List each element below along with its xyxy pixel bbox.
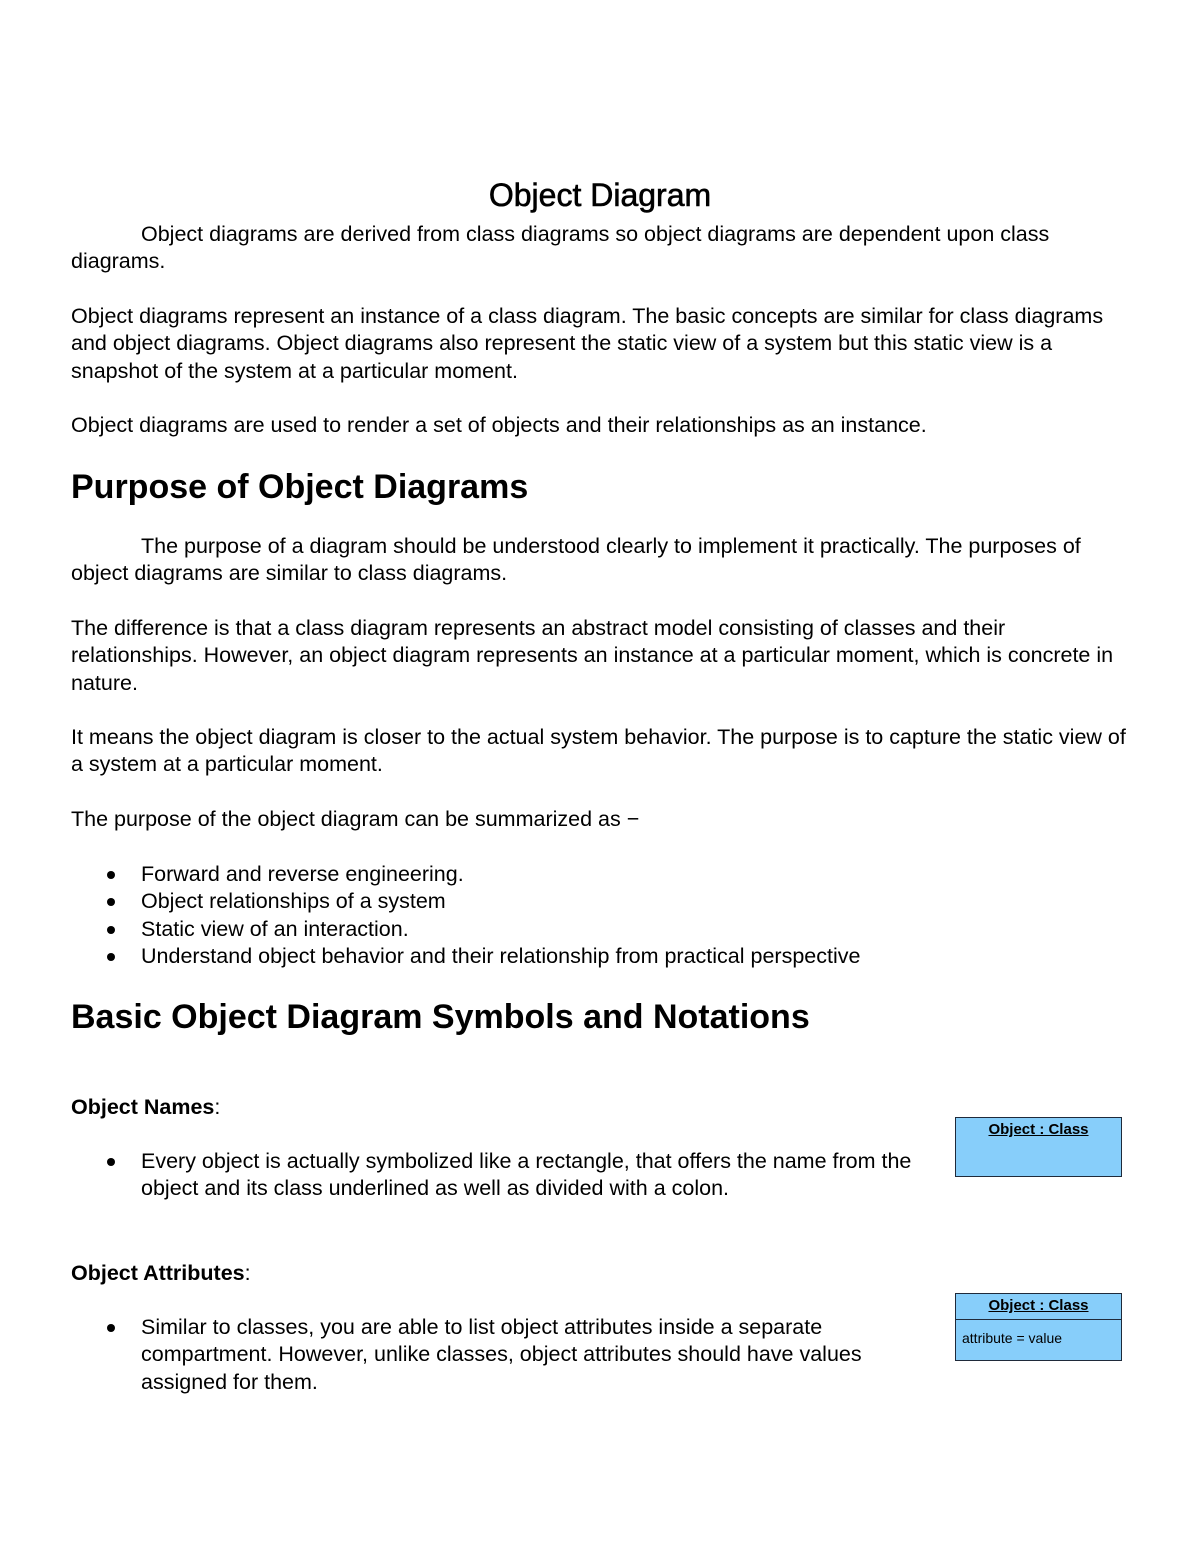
purpose-bullet-list — [71, 861, 1131, 970]
object-names-label — [71, 1094, 220, 1121]
object-attributes-label-suffix: : — [244, 1261, 251, 1285]
object-class-name: Object : Class — [988, 1121, 1089, 1138]
object-names-label-text: Object Names — [71, 1095, 215, 1119]
purpose-paragraph-4: The purpose of the object diagram can be summarized as − — [71, 807, 640, 831]
object-attributes-bullet: Similar to classes, you are able to list object attributes inside a separate compartment. However, unlike classes, object attributes should have values assigned for them. — [71, 1314, 951, 1396]
list-item: Understand object behavior and their relationship from practical perspective — [71, 943, 1131, 970]
symbols-heading: Basic Object Diagram Symbols and Notations — [71, 998, 810, 1036]
intro-paragraph-1: Object diagrams are derived from class diagrams so object diagrams are dependent upon class diagrams. — [71, 222, 1050, 274]
object-attributes-list — [71, 1314, 951, 1396]
list-item: Object relationships of a system — [71, 888, 1131, 915]
object-names-label-suffix: : — [214, 1095, 221, 1119]
list-item: Static view of an interaction. — [71, 916, 1131, 943]
purpose-paragraph-1: The purpose of a diagram should be understood clearly to implement it practically. The purposes of object diagrams are similar to class diagrams. — [71, 534, 1081, 586]
object-attributes-label — [71, 1260, 251, 1287]
object-names-bullet: Every object is actually symbolized like a rectangle, that offers the name from the object and its class underlined as well as divided with a colon. — [71, 1148, 951, 1203]
purpose-paragraph-3: It means the object diagram is closer to the actual system behavior. The purpose is to capture the static view of a system at a particular moment. — [71, 725, 1126, 777]
intro-paragraph-2: Object diagrams represent an instance of a class diagram. The basic concepts are similar for class diagrams and object diagrams. Object diagrams also represent the static view of a system but this static view is a snapshot of the system at a particular moment. — [71, 304, 1104, 383]
object-class-symbol — [955, 1117, 1122, 1177]
purpose-paragraph-2: The difference is that a class diagram represents an abstract model consisting of classes and their relationships. However, an object diagram represents an instance at a particular moment, which is concrete in nature. — [71, 616, 1114, 695]
object-attribute-value: attribute = value — [956, 1319, 1121, 1356]
intro-paragraph-3: Object diagrams are used to render a set of objects and their relationships as an instance. — [71, 413, 927, 437]
object-names-list — [71, 1148, 951, 1203]
purpose-heading: Purpose of Object Diagrams — [71, 468, 529, 506]
page-title: Object Diagram — [488, 177, 712, 214]
object-attributes-label-text: Object Attributes — [71, 1261, 245, 1285]
object-attributes-symbol — [955, 1293, 1122, 1361]
list-item: Forward and reverse engineering. — [71, 861, 1131, 888]
object-attributes-class-name: Object : Class — [988, 1297, 1089, 1314]
